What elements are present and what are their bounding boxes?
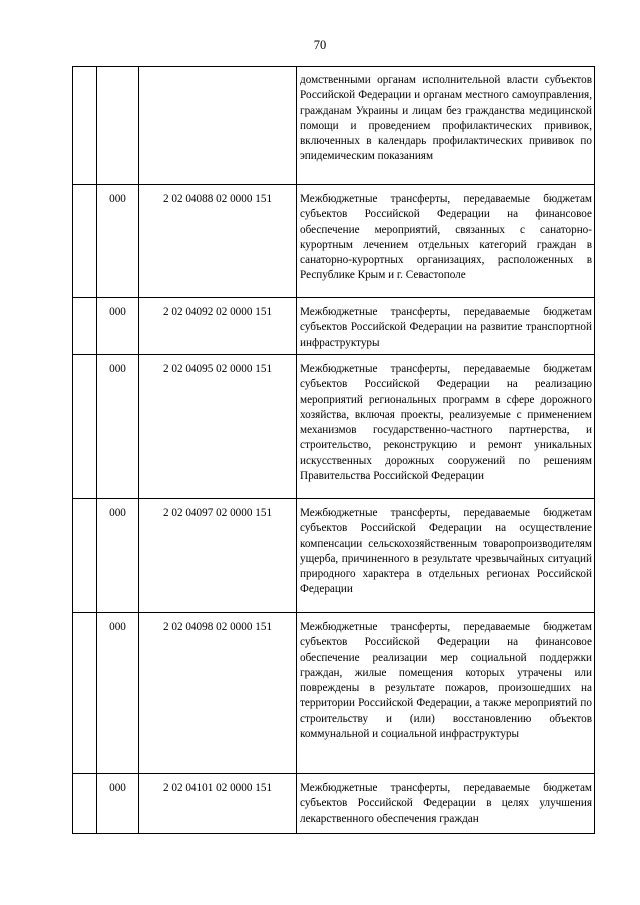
revenue-name-cell: Межбюджетные трансферты, передаваемые бюджетам субъектов Российской Федерации на осуществление компенсации сельскохозяйственным товаропроизводителям ущерба, причиненного в результате чрезвычайных ситуаций природного характера в отдельных регионах Российской Федерации xyxy=(297,499,595,613)
revenue-name-cell: Межбюджетные трансферты, передаваемые бюджетам субъектов Российской Федерации на финансовое обеспечение мероприятий, связанных с санаторно-курортным лечением отдельных категорий граждан в санаторно-курортных организациях, расположенных в Республике Крым и г. Севастополе xyxy=(297,185,595,298)
budget-classification-table xyxy=(72,66,595,834)
admin-code-cell: 000 xyxy=(97,355,139,499)
table-row xyxy=(73,298,595,355)
table-row xyxy=(73,355,595,499)
revenue-name-cell: домственными органам исполнительной власти субъектов Российской Федерации и органам местного самоуправления, гражданам Украины и лицам без гражданства медицинской помощи и проведением профилактических прививок, включенных в календарь профилактических прививок по эпидемическим показаниям xyxy=(297,67,595,185)
table-row xyxy=(73,67,595,185)
revenue-name-cell: Межбюджетные трансферты, передаваемые бюджетам субъектов Российской Федерации на финансовое обеспечение реализации мер социальной поддержки граждан, жилые помещения которых утрачены или повреждены в результате пожаров, произошедших на территории Российской Федерации, а также мероприятий по строительству и (или) восстановлению объектов коммунальной и социальной инфраструктуры xyxy=(297,613,595,774)
budget-code-cell: 2 02 04101 02 0000 151 xyxy=(139,774,297,834)
revenue-name-cell: Межбюджетные трансферты, передаваемые бюджетам субъектов Российской Федерации на реализацию мероприятий региональных программ в сфере дорожного хозяйства, включая проекты, реализуемые с применением механизмов государственно-частного партнерства, и строительство, реконструкцию и ремонт уникальных искусственных дорожных сооружений по решениям Правительства Российской Федерации xyxy=(297,355,595,499)
table-row xyxy=(73,774,595,834)
admin-code-cell: 000 xyxy=(97,613,139,774)
empty-cell xyxy=(73,613,97,774)
revenue-name-cell: Межбюджетные трансферты, передаваемые бюджетам субъектов Российской Федерации на развитие транспортной инфраструктуры xyxy=(297,298,595,355)
admin-code-cell: 000 xyxy=(97,298,139,355)
budget-code-cell: 2 02 04088 02 0000 151 xyxy=(139,185,297,298)
admin-code-cell xyxy=(97,67,139,185)
table-row xyxy=(73,185,595,298)
page-number: 70 xyxy=(313,38,327,52)
empty-cell xyxy=(73,67,97,185)
budget-code-cell: 2 02 04098 02 0000 151 xyxy=(139,613,297,774)
admin-code-cell: 000 xyxy=(97,499,139,613)
table-row xyxy=(73,499,595,613)
budget-code-cell xyxy=(139,67,297,185)
table-row xyxy=(73,613,595,774)
revenue-name-cell: Межбюджетные трансферты, передаваемые бюджетам субъектов Российской Федерации в целях улучшения лекарственного обеспечения граждан xyxy=(297,774,595,834)
budget-code-cell: 2 02 04095 02 0000 151 xyxy=(139,355,297,499)
empty-cell xyxy=(73,355,97,499)
budget-code-cell: 2 02 04097 02 0000 151 xyxy=(139,499,297,613)
empty-cell xyxy=(73,774,97,834)
empty-cell xyxy=(73,298,97,355)
empty-cell xyxy=(73,499,97,613)
admin-code-cell: 000 xyxy=(97,185,139,298)
budget-code-cell: 2 02 04092 02 0000 151 xyxy=(139,298,297,355)
admin-code-cell: 000 xyxy=(97,774,139,834)
empty-cell xyxy=(73,185,97,298)
